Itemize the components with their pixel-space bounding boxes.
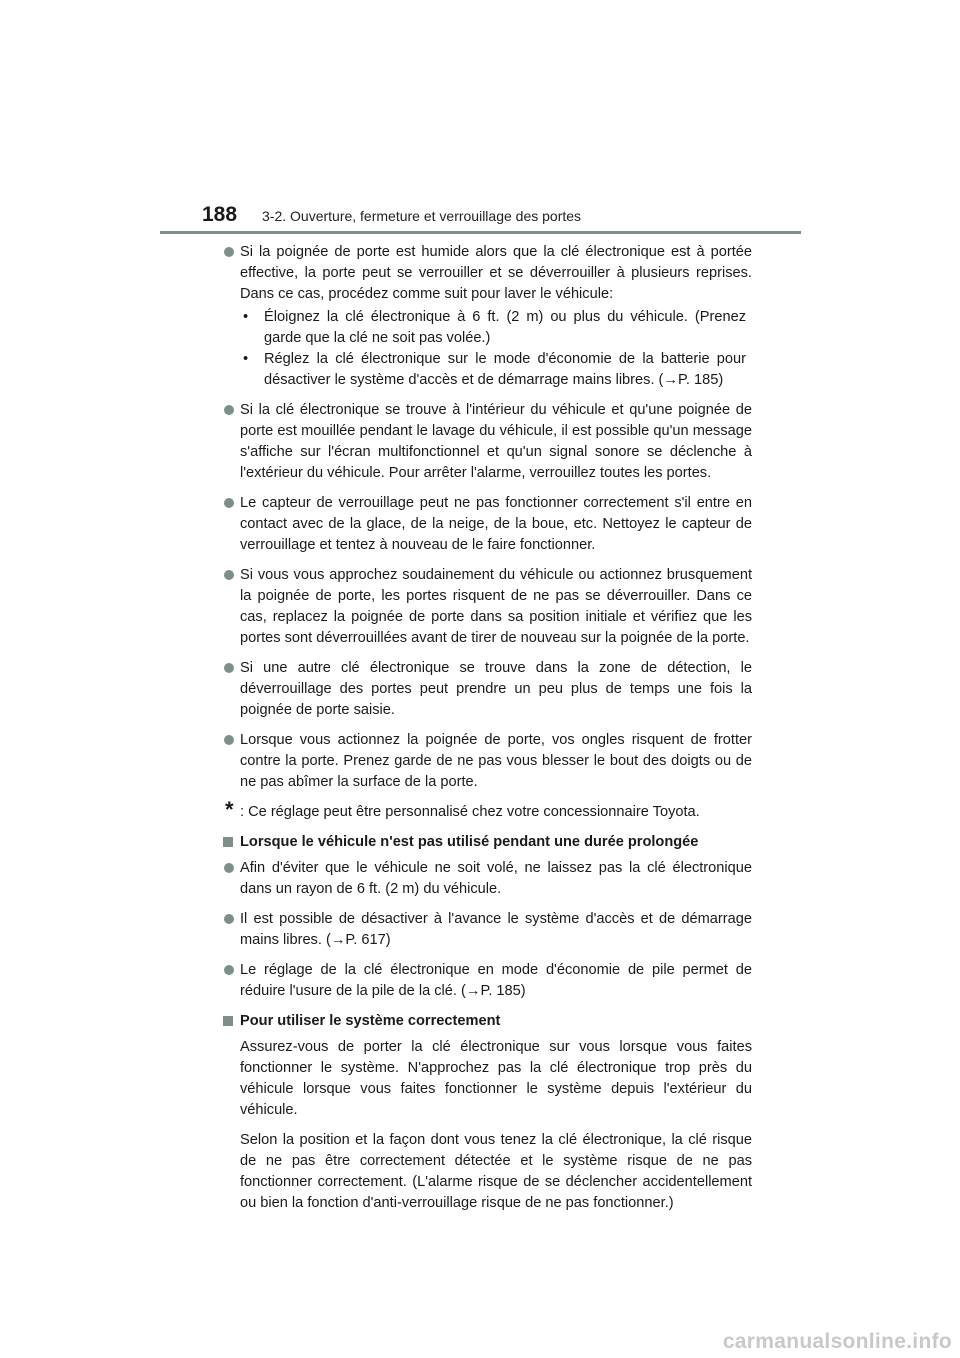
bullet-text: Afin d'éviter que le véhicule ne soit volé, ne laissez pas la clé électronique dans un rayon de 6 ft. (2 m) du véhicule. <box>240 860 752 897</box>
section-heading <box>222 1011 752 1032</box>
heading-square-icon <box>223 1016 233 1026</box>
bullet-text: Si la poignée de porte est humide alors que la clé électronique est à portée effective, la porte peut se verrouiller et se déverrouiller à plusieurs reprises. Dans ce cas, procédez comme suit pour laver le véhicule: <box>240 244 752 302</box>
bullet-dot-icon <box>224 914 234 924</box>
bullet-dot-icon <box>224 965 234 975</box>
bullet-text: Si vous vous approchez soudainement du véhicule ou actionnez brusquement la poignée de porte, les portes risquent de ne pas se déverrouiller. Dans ce cas, replacez la poignée de porte dans sa position initiale et vérifiez que les portes sont déverrouillées avant de tirer de nouveau sur la poignée de la porte. <box>240 567 752 646</box>
sub-bullet-marker-icon: • <box>243 309 249 325</box>
bullet-dot-icon <box>224 735 234 745</box>
paragraph: Selon la position et la façon dont vous tenez la clé électronique, la clé risque de ne pas être correctement détectée et le système risque de ne pas fonctionner correctement. (L'alarme risque de se déclencher accidentellement ou bien la fonction d'anti-verrouillage risque de ne pas fonctionner.) <box>240 1132 752 1211</box>
bullet-text: Lorsque vous actionnez la poignée de porte, vos ongles risquent de frotter contre la porte. Prenez garde de ne pas vous blesser le bout des doigts ou de ne pas abîmer la surface de la porte. <box>240 732 752 790</box>
section-header: 3-2. Ouverture, fermeture et verrouillage des portes <box>262 208 582 224</box>
bullet-text: Si la clé électronique se trouve à l'intérieur du véhicule et qu'une poignée de porte est mouillée pendant le lavage du véhicule, il est possible qu'un message s'affiche sur l'écran multifonctionnel et qu'un signal sonore se déclenche à l'extérieur du véhicule. Pour arrêter l'alarme, verrouillez toutes les portes. <box>240 402 752 481</box>
header-divider <box>160 231 801 234</box>
bullet-dot-icon <box>224 570 234 580</box>
footnote-marker: * <box>225 797 234 822</box>
bullet-item <box>222 565 752 649</box>
bullet-item <box>222 242 752 391</box>
section-heading <box>222 832 752 853</box>
sub-bullet-list <box>240 307 752 391</box>
bullet-dot-icon <box>224 863 234 873</box>
bullet-item <box>222 960 752 1002</box>
sub-bullet-text: Éloignez la clé électronique à 6 ft. (2 m) ou plus du véhicule. (Prenez garde que la clé ne soit pas volée.) <box>264 309 746 346</box>
bullet-text: Si une autre clé électronique se trouve dans la zone de détection, le déverrouillage des portes peut prendre un peu plus de temps une fois la poignée de porte saisie. <box>240 660 752 718</box>
bullet-dot-icon <box>224 498 234 508</box>
footnote <box>222 797 752 823</box>
page-content <box>222 242 752 1223</box>
watermark: carmanualsonline.info <box>722 1330 952 1353</box>
bullet-text: Il est possible de désactiver à l'avance le système d'accès et de démarrage mains libres. (→P. 617) <box>240 911 752 948</box>
bullet-item <box>222 858 752 900</box>
sub-bullet-item <box>240 307 746 349</box>
bullet-text: Le réglage de la clé électronique en mode d'économie de pile permet de réduire l'usure de la pile de la clé. (→P. 185) <box>240 962 752 999</box>
sub-bullet-marker-icon: • <box>243 351 249 367</box>
bullet-item <box>222 658 752 721</box>
sub-bullet-text: Réglez la clé électronique sur le mode d'économie de la batterie pour désactiver le système d'accès et de démarrage mains libres. (→P. 185) <box>264 351 746 388</box>
sub-bullet-item <box>240 349 746 391</box>
bullet-dot-icon <box>224 405 234 415</box>
bullet-text: Le capteur de verrouillage peut ne pas fonctionner correctement s'il entre en contact avec de la glace, de la neige, de la boue, etc. Nettoyez le capteur de verrouillage et tentez à nouveau de le faire fonctionner. <box>240 495 752 553</box>
heading-square-icon <box>223 837 233 847</box>
section-heading-text: Pour utiliser le système correctement <box>240 1013 501 1029</box>
bullet-item <box>222 909 752 951</box>
page-number: 188 <box>202 203 238 226</box>
footnote-text: : Ce réglage peut être personnalisé chez votre concessionnaire Toyota. <box>240 804 700 820</box>
bullet-dot-icon <box>224 663 234 673</box>
bullet-item <box>222 400 752 484</box>
bullet-item <box>222 730 752 793</box>
bullet-dot-icon <box>224 247 234 257</box>
bullet-item <box>222 493 752 556</box>
paragraph: Assurez-vous de porter la clé électronique sur vous lorsque vous faites fonctionner le système. N'approchez pas la clé électronique trop près du véhicule lorsque vous faites fonctionner le système depuis l'extérieur du véhicule. <box>240 1039 752 1118</box>
section-heading-text: Lorsque le véhicule n'est pas utilisé pendant une durée prolongée <box>240 834 699 850</box>
